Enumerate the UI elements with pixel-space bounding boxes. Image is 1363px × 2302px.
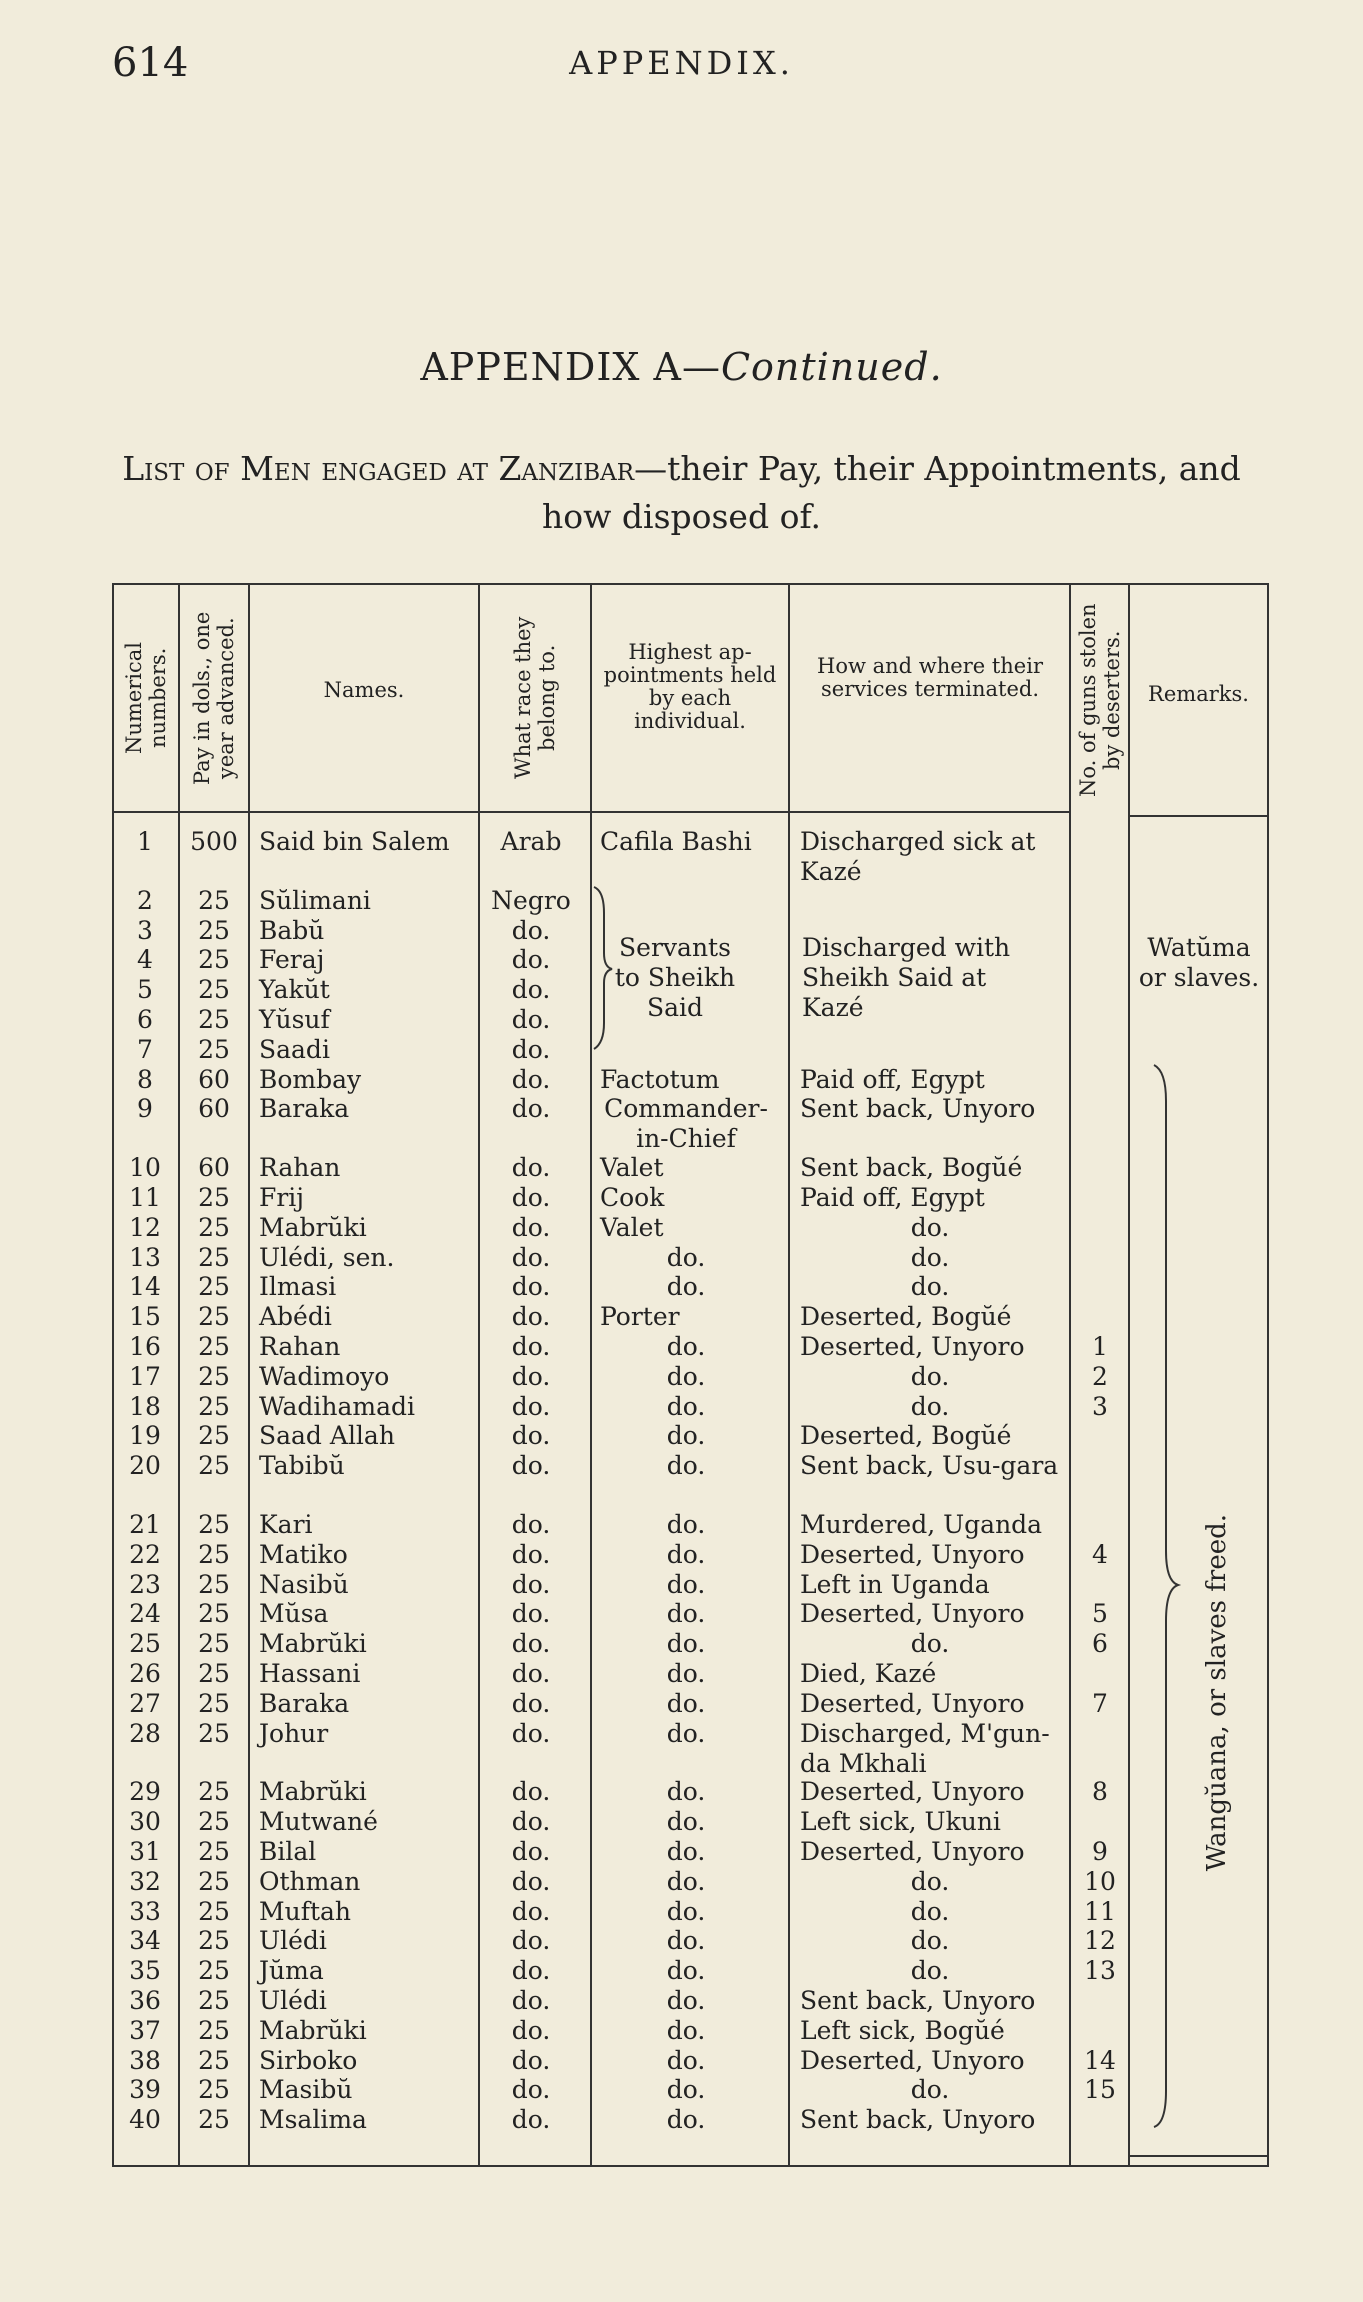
row-termination: Paid off, Egypt <box>800 1064 985 1094</box>
row-race: do. <box>511 1896 551 1926</box>
row-race: do. <box>511 1421 551 1451</box>
row-name: Masibŭ <box>259 2075 353 2105</box>
row-termination: Deserted, Unyoro <box>800 1539 1025 1569</box>
row-name: Mutwané <box>259 1807 378 1837</box>
row-number: 25 <box>129 1629 161 1659</box>
row-pay: 25 <box>198 1599 230 1629</box>
row-race: do. <box>511 1718 551 1748</box>
row-name: Ulédi, sen. <box>259 1242 395 1272</box>
row-race: do. <box>511 915 551 945</box>
row-pay: 25 <box>198 2075 230 2105</box>
row-termination: Deserted, Unyoro <box>800 2045 1025 2075</box>
row-number: 4 <box>137 945 153 975</box>
row-race: do. <box>511 1926 551 1956</box>
row-number: 29 <box>129 1777 161 1807</box>
rule-col-7 <box>1128 583 1130 2167</box>
row-race: do. <box>511 1034 551 1064</box>
header-numerical-wrap <box>114 587 178 809</box>
row-race: do. <box>511 1659 551 1688</box>
row-pay: 25 <box>198 1302 230 1332</box>
row-appointment: do. <box>666 1986 706 2015</box>
row-race: Negro <box>491 885 571 915</box>
row-appointment: Commander-in-Chief <box>604 1094 768 1154</box>
header-race: What race they belong to. <box>511 616 559 780</box>
row-name: Bilal <box>259 1837 317 1866</box>
header-appointments: Highest ap-pointments held by each individual. <box>603 640 777 733</box>
row-appointment: do. <box>666 1361 706 1391</box>
row-name: Babŭ <box>259 915 325 945</box>
row-race: do. <box>511 1629 551 1659</box>
row-race: do. <box>511 1361 551 1391</box>
row-number: 20 <box>129 1451 161 1481</box>
row-termination: do. <box>910 1242 950 1272</box>
row-pay: 25 <box>198 1837 230 1866</box>
row-appointment: do. <box>666 1599 706 1629</box>
row-number: 1 <box>137 827 153 856</box>
subtitle-smallcaps: List of Men engaged at Zanzibar <box>122 449 635 488</box>
header-guns: No. of guns stolen by deserters. <box>1075 603 1124 797</box>
row-termination: do. <box>910 1956 950 1986</box>
row-number: 14 <box>129 1272 161 1302</box>
row-guns: 15 <box>1084 2075 1116 2105</box>
row-appointment: Porter <box>600 1302 680 1332</box>
rule-col-2 <box>248 583 250 2167</box>
row-appointment: do. <box>666 1956 706 1986</box>
row-race: do. <box>511 1777 551 1807</box>
row-race: do. <box>511 1688 551 1718</box>
row-termination: do. <box>910 1896 950 1926</box>
row-number: 12 <box>129 1212 161 1242</box>
header-pay-wrap <box>180 587 248 809</box>
row-appointment: do. <box>666 1272 706 1302</box>
row-race: do. <box>511 1866 551 1896</box>
row-pay: 25 <box>198 1391 230 1421</box>
row-number: 8 <box>137 1064 153 1094</box>
row-race: do. <box>511 1064 551 1094</box>
brace-wanguana <box>1148 1061 1188 2131</box>
row-guns: 3 <box>1092 1391 1108 1421</box>
row-appointment: do. <box>666 1510 706 1539</box>
row-number: 15 <box>129 1302 161 1332</box>
row-name: Abédi <box>259 1302 332 1332</box>
row-race: do. <box>511 1837 551 1866</box>
row-number: 31 <box>129 1837 161 1866</box>
row-name: Sŭlimani <box>259 885 371 915</box>
row-number: 27 <box>129 1688 161 1718</box>
row-pay: 25 <box>198 1451 230 1481</box>
row-termination: Sent back, Usu-gara <box>800 1451 1059 1481</box>
appendix-title-continued: Continued. <box>720 345 943 389</box>
row-race: do. <box>511 1153 551 1183</box>
row-number: 35 <box>129 1956 161 1986</box>
row-race: do. <box>511 1569 551 1599</box>
row-termination: do. <box>910 2075 950 2105</box>
row-guns: 6 <box>1092 1629 1108 1659</box>
row-number: 5 <box>137 975 153 1005</box>
row-guns: 8 <box>1092 1777 1108 1807</box>
row-termination: Discharged sick at Kazé <box>800 827 1036 886</box>
row-termination: do. <box>910 1272 950 1302</box>
header-terminated: How and where their services terminated. <box>817 654 1043 701</box>
row-race: Arab <box>500 827 562 856</box>
row-termination: do. <box>910 1361 950 1391</box>
row-appointment: do. <box>666 2105 706 2135</box>
row-appointment: do. <box>666 1926 706 1956</box>
row-guns: 9 <box>1092 1837 1108 1866</box>
row-appointment: do. <box>666 1391 706 1421</box>
row-appointment: do. <box>666 1896 706 1926</box>
row-pay: 25 <box>198 1332 230 1361</box>
rule-col-8 <box>1267 583 1269 2167</box>
row-name: Wadihamadi <box>259 1391 416 1421</box>
row-guns: 5 <box>1092 1599 1108 1629</box>
row-pay: 25 <box>198 1034 230 1064</box>
row-race: do. <box>511 1242 551 1272</box>
row-race: do. <box>511 975 551 1005</box>
row-appointment: do. <box>666 1866 706 1896</box>
header-names: Names. <box>323 678 405 702</box>
row-guns: 14 <box>1084 2045 1116 2075</box>
row-guns: 12 <box>1084 1926 1116 1956</box>
running-head: APPENDIX. <box>569 44 794 82</box>
row-appointment: Valet <box>600 1212 664 1242</box>
row-number: 39 <box>129 2075 161 2105</box>
row-pay: 25 <box>198 975 230 1005</box>
row-race: do. <box>511 1272 551 1302</box>
row-name: Jŭma <box>259 1956 324 1986</box>
watuma-note: Watŭma or slaves. <box>1138 933 1260 992</box>
table-subtitle <box>100 445 1263 541</box>
row-race: do. <box>511 1183 551 1212</box>
row-termination: Left sick, Bogŭé <box>800 2015 1005 2045</box>
row-pay: 25 <box>198 1272 230 1302</box>
row-guns: 11 <box>1084 1896 1116 1926</box>
row-race: do. <box>511 1807 551 1837</box>
row-race: do. <box>511 1451 551 1481</box>
row-termination: do. <box>910 1629 950 1659</box>
row-number: 3 <box>137 915 153 945</box>
row-race: do. <box>511 1005 551 1034</box>
row-name: Ulédi <box>259 1986 327 2015</box>
rule-header-bottom-remarks <box>1128 815 1269 817</box>
row-pay: 25 <box>198 1421 230 1451</box>
row-race: do. <box>511 2075 551 2105</box>
header-pay: Pay in dols., one year advanced. <box>190 611 238 785</box>
row-race: do. <box>511 1599 551 1629</box>
row-pay: 25 <box>198 1956 230 1986</box>
wanguana-note: Wangŭana, or slaves freed. <box>1202 1514 1232 1872</box>
page-number: 614 <box>112 40 189 86</box>
row-number: 34 <box>129 1926 161 1956</box>
row-termination: Sent back, Bogŭé <box>800 1153 1023 1183</box>
row-termination: do. <box>910 1866 950 1896</box>
row-pay: 60 <box>198 1153 230 1183</box>
row-race: do. <box>511 2105 551 2135</box>
row-termination: Sent back, Unyoro <box>800 1094 1036 1124</box>
row-name: Saad Allah <box>259 1421 395 1451</box>
row-pay: 25 <box>198 1242 230 1272</box>
row-guns: 2 <box>1092 1361 1108 1391</box>
row-number: 9 <box>137 1094 153 1124</box>
row-name: Feraj <box>259 945 325 975</box>
row-number: 18 <box>129 1391 161 1421</box>
row-pay: 25 <box>198 1986 230 2015</box>
row-number: 24 <box>129 1599 161 1629</box>
men-table <box>112 583 1269 2168</box>
row-appointment: do. <box>666 1332 706 1361</box>
row-number: 40 <box>129 2105 161 2135</box>
row-pay: 25 <box>198 1510 230 1539</box>
row-race: do. <box>511 1212 551 1242</box>
row-number: 11 <box>129 1183 161 1212</box>
header-remarks: Remarks. <box>1148 682 1249 706</box>
row-appointment: do. <box>666 1539 706 1569</box>
wanguana-note-wrap <box>1192 1343 1242 2043</box>
row-pay: 25 <box>198 1807 230 1837</box>
header-numerical: Numerical numbers. <box>122 642 170 754</box>
row-race: do. <box>511 1986 551 2015</box>
header-race-wrap <box>480 587 590 809</box>
row-termination: Paid off, Egypt <box>800 1183 985 1212</box>
row-guns: 13 <box>1084 1956 1116 1986</box>
row-name: Rahan <box>259 1332 341 1361</box>
row-name: Johur <box>259 1718 329 1748</box>
row-termination: do. <box>910 1926 950 1956</box>
row-name: Msalima <box>259 2105 367 2135</box>
row-termination: do. <box>910 1212 950 1242</box>
row-appointment: do. <box>666 1777 706 1807</box>
row-termination: Discharged, M'gun-da Mkhali <box>800 1718 1050 1778</box>
row-appointment: Valet <box>600 1153 664 1183</box>
row-appointment: do. <box>666 1569 706 1599</box>
row-name: Yŭsuf <box>259 1005 330 1034</box>
row-name: Yakŭt <box>259 975 330 1005</box>
row-number: 17 <box>129 1361 161 1391</box>
row-pay: 25 <box>198 1569 230 1599</box>
row-number: 6 <box>137 1005 153 1034</box>
row-number: 26 <box>129 1659 161 1688</box>
row-pay: 25 <box>198 1629 230 1659</box>
row-number: 7 <box>137 1034 153 1064</box>
discharged-with-note: Discharged with Sheikh Said at Kazé <box>802 933 1011 1022</box>
row-name: Rahan <box>259 1153 341 1183</box>
row-termination: Died, Kazé <box>800 1659 937 1688</box>
row-race: do. <box>511 1094 551 1124</box>
row-name: Frij <box>259 1183 305 1212</box>
row-termination: Sent back, Unyoro <box>800 2105 1036 2135</box>
rule-col-6 <box>1069 583 1071 2167</box>
brace-servants <box>590 883 620 1053</box>
row-name: Baraka <box>259 1688 350 1718</box>
row-guns: 1 <box>1092 1332 1108 1361</box>
row-appointment: do. <box>666 1629 706 1659</box>
row-termination: Deserted, Unyoro <box>800 1688 1025 1718</box>
rule-col-4 <box>590 583 592 2167</box>
row-number: 22 <box>129 1539 161 1569</box>
row-pay: 25 <box>198 2045 230 2075</box>
row-pay: 25 <box>198 1777 230 1807</box>
row-race: do. <box>511 1391 551 1421</box>
row-termination: Murdered, Uganda <box>800 1510 1043 1539</box>
row-name: Matiko <box>259 1539 348 1569</box>
row-appointment: Cook <box>600 1183 665 1212</box>
row-pay: 25 <box>198 2015 230 2045</box>
row-guns: 4 <box>1092 1539 1108 1569</box>
row-appointment: Cafila Bashi <box>600 827 752 856</box>
header-guns-wrap <box>1071 585 1128 815</box>
row-pay: 25 <box>198 885 230 915</box>
row-pay: 25 <box>198 1005 230 1034</box>
row-pay: 25 <box>198 945 230 975</box>
row-appointment: do. <box>666 1421 706 1451</box>
row-termination: Deserted, Bogŭé <box>800 1421 1012 1451</box>
row-number: 32 <box>129 1866 161 1896</box>
row-appointment: do. <box>666 2015 706 2045</box>
row-pay: 25 <box>198 1896 230 1926</box>
row-termination: Deserted, Unyoro <box>800 1777 1025 1807</box>
row-name: Tabibŭ <box>259 1451 345 1481</box>
row-pay: 25 <box>198 1926 230 1956</box>
row-pay: 25 <box>198 1659 230 1688</box>
row-number: 38 <box>129 2045 161 2075</box>
row-race: do. <box>511 1302 551 1332</box>
row-number: 23 <box>129 1569 161 1599</box>
row-appointment: do. <box>666 2075 706 2105</box>
row-pay: 25 <box>198 1688 230 1718</box>
row-pay: 25 <box>198 915 230 945</box>
row-appointment: do. <box>666 1688 706 1718</box>
row-termination: Deserted, Unyoro <box>800 1332 1025 1361</box>
row-name: Othman <box>259 1866 361 1896</box>
row-name: Wadimoyo <box>259 1361 390 1391</box>
servants-note: Servants to Sheikh Said <box>614 933 736 1022</box>
row-number: 33 <box>129 1896 161 1926</box>
row-name: Kari <box>259 1510 313 1539</box>
row-pay: 25 <box>198 1183 230 1212</box>
row-pay: 60 <box>198 1094 230 1124</box>
row-termination: Deserted, Bogŭé <box>800 1302 1012 1332</box>
rule-bottom-under <box>1128 2155 1269 2157</box>
row-race: do. <box>511 1956 551 1986</box>
row-name: Mabrŭki <box>259 1212 367 1242</box>
row-number: 37 <box>129 2015 161 2045</box>
row-name: Nasibŭ <box>259 1569 349 1599</box>
row-appointment: do. <box>666 1451 706 1481</box>
row-appointment: do. <box>666 2045 706 2075</box>
row-number: 28 <box>129 1718 161 1748</box>
row-name: Baraka <box>259 1094 350 1124</box>
appendix-title <box>0 345 1363 389</box>
row-pay: 60 <box>198 1064 230 1094</box>
row-appointment: do. <box>666 1242 706 1272</box>
row-termination: Left sick, Ukuni <box>800 1807 1001 1837</box>
row-name: Mabrŭki <box>259 2015 367 2045</box>
row-name: Mŭsa <box>259 1599 329 1629</box>
row-name: Ilmasi <box>259 1272 337 1302</box>
row-number: 2 <box>137 885 153 915</box>
row-name: Ulédi <box>259 1926 327 1956</box>
row-pay: 25 <box>198 2105 230 2135</box>
row-race: do. <box>511 1539 551 1569</box>
row-name: Muftah <box>259 1896 352 1926</box>
rule-col-5 <box>788 583 790 2167</box>
row-appointment: Factotum <box>600 1064 720 1094</box>
row-race: do. <box>511 945 551 975</box>
row-name: Said bin Salem <box>259 827 450 856</box>
row-appointment: do. <box>666 1659 706 1688</box>
row-pay: 25 <box>198 1718 230 1748</box>
row-race: do. <box>511 2045 551 2075</box>
row-number: 16 <box>129 1332 161 1361</box>
row-number: 13 <box>129 1242 161 1272</box>
row-name: Bombay <box>259 1064 362 1094</box>
row-termination: do. <box>910 1391 950 1421</box>
row-pay: 25 <box>198 1539 230 1569</box>
row-number: 21 <box>129 1510 161 1539</box>
row-name: Sirboko <box>259 2045 358 2075</box>
row-number: 36 <box>129 1986 161 2015</box>
row-name: Mabrŭki <box>259 1629 367 1659</box>
row-guns: 7 <box>1092 1688 1108 1718</box>
row-appointment: do. <box>666 1837 706 1866</box>
row-pay: 25 <box>198 1866 230 1896</box>
row-termination: Deserted, Unyoro <box>800 1837 1025 1866</box>
row-termination: Sent back, Unyoro <box>800 1986 1036 2015</box>
row-race: do. <box>511 2015 551 2045</box>
row-guns: 10 <box>1084 1866 1116 1896</box>
row-race: do. <box>511 1510 551 1539</box>
row-name: Hassani <box>259 1659 361 1688</box>
subtitle-rest: —their Pay, their Appointments, and how disposed of. <box>542 449 1241 536</box>
row-pay: 500 <box>190 827 238 856</box>
row-name: Saadi <box>259 1034 330 1064</box>
row-pay: 25 <box>198 1361 230 1391</box>
row-race: do. <box>511 1332 551 1361</box>
row-termination: Left in Uganda <box>800 1569 990 1599</box>
row-pay: 25 <box>198 1212 230 1242</box>
row-number: 10 <box>129 1153 161 1183</box>
row-appointment: do. <box>666 1718 706 1748</box>
rule-bottom <box>112 2165 1269 2167</box>
row-number: 19 <box>129 1421 161 1451</box>
appendix-title-main: APPENDIX A— <box>420 345 721 389</box>
row-termination: Deserted, Unyoro <box>800 1599 1025 1629</box>
row-appointment: do. <box>666 1807 706 1837</box>
row-number: 30 <box>129 1807 161 1837</box>
row-name: Mabrŭki <box>259 1777 367 1807</box>
